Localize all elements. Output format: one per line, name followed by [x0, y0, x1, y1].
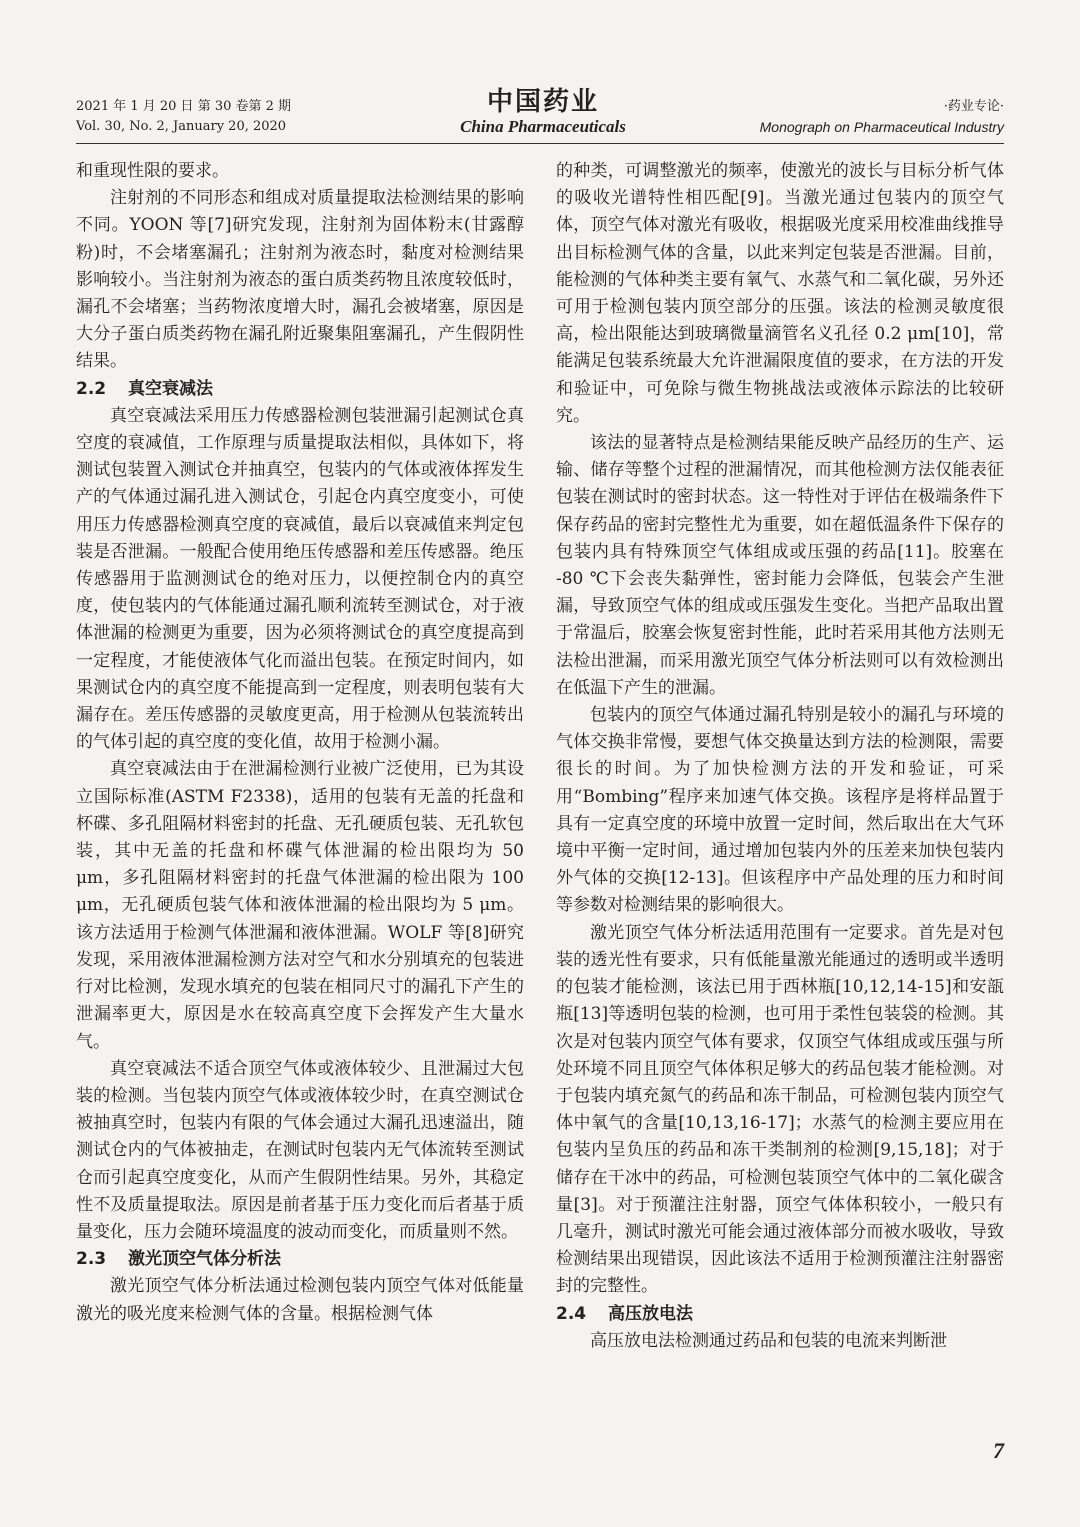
section-heading-2-2: [76, 376, 524, 403]
paragraph: 激光顶空气体分析法适用范围有一定要求。首先是对包装的透光性有要求，只有低能量激光能通过的透明或半透明的包装才能检测，该法已用于西林瓶[10,12,14-15]和安瓿瓶[13]等透明包装的检测，也可用于柔性包装袋的检测。其次是对包装内顶空气体有要求，仅顶空气体组成或压强与所处环境不同且顶空气体体积足够大的药品包装才能检测。对于包装内填充氮气的药品和冻干制品，可检测包装内顶空气体中氧气的含量[10,13,16-17]；水蒸气的检测主要应用在包装内呈负压的药品和冻干类制剂的检测[9,15,18]；对于储存在干冰中的药品，可检测包装顶空气体中的二氧化碳含量[3]。对于预灌注注射器，顶空气体体积较小，一般只有几毫升，测试时激光可能会通过液体部分而被水吸收，导致检测结果出现错误，因此该法不适用于检测预灌注注射器密封的完整性。: [556, 922, 1004, 1297]
paragraph: 的种类，可调整激光的频率，使激光的波长与目标分析气体的吸收光谱特性相匹配[9]。当激光通过包装内的顶空气体，顶空气体对激光有吸收，根据吸光度采用校准曲线推导出目标检测气体的含量，以此来判定包装是否泄漏。目前，能检测的气体种类主要有氧气、水蒸气和二氧化碳，另外还可用于检测包装内顶空部分的压强。该法的检测灵敏度很高，检出限能达到玻璃微量滴管名义孔径 0.2 μm[10]，常能满足包装系统最大允许泄漏限度值的要求，在方法的开发和验证中，可免除与微生物挑战法或液体示踪法的比较研究。: [556, 161, 1004, 426]
section-title: 真空衰减法: [128, 378, 213, 399]
header-rule: [76, 143, 1004, 144]
paragraph: 该法的显著特点是检测结果能反映产品经历的生产、运输、储存等整个过程的泄漏情况，而其他检测方法仅能表征包装在测试时的密封状态。这一特性对于评估在极端条件下保存药品的密封完整性尤为重要，如在超低温条件下保存的包装内具有特殊顶空气体组成或压强的药品[11]。胶塞在 -80 ℃下会丧失黏弹性，密封能力会降低，包装会产生泄漏，导致顶空气体的组成或压强发生变化。当把产品取出置于常温后，胶塞会恢复密封性能，此时若采用其他方法则无法检出泄漏，而采用激光顶空气体分析法则可以有效检测出在低温下产生的泄漏。: [556, 433, 1004, 698]
section-title: 激光顶空气体分析法: [128, 1249, 281, 1270]
section-heading-2-4: [556, 1301, 1004, 1328]
journal-logo: [448, 87, 638, 137]
paragraph: 注射剂的不同形态和组成对质量提取法检测结果的影响不同。YOON 等[7]研究发现，注射剂为固体粉末(甘露醇粉)时，不会堵塞漏孔；注射剂为液态时，黏度对检测结果影响较小。当注射剂为液态的蛋白质类药物且浓度较低时，漏孔不会堵塞；当药物浓度增大时，漏孔会被堵塞，原因是大分子蛋白质类药物在漏孔附近聚集阻塞漏孔，产生假阴性结果。: [76, 188, 524, 372]
section-info: [760, 97, 1004, 137]
issue-date-cn: 2021 年 1 月 20 日 第 30 卷第 2 期: [76, 99, 292, 114]
paragraph: 真空衰减法不适合顶空气体或液体较少、且泄漏过大包装的检测。当包装内顶空气体或液体较少时，在真空测试仓被抽真空时，包装内有限的气体会通过大漏孔迅速溢出，随测试仓内的气体被抽走，在测试时包装内无气体流转至测试仓而引起真空度变化，从而产生假阴性结果。另外，其稳定性不及质量提取法。原因是前者基于压力变化而后者基于质量变化，压力会随环境温度的波动而变化，而质量则不然。: [76, 1058, 524, 1242]
right-column: [556, 158, 1004, 1408]
issue-info: [76, 97, 291, 137]
section-number: 2.2: [76, 378, 107, 399]
section-name-cn: ·药业专论·: [943, 99, 1004, 114]
section-title: 高压放电法: [608, 1303, 693, 1324]
page-header: [76, 87, 1004, 140]
paragraph: 真空衰减法采用压力传感器检测包装泄漏引起测试仓真空度的衰减值，工作原理与质量提取法相似，具体如下，将测试包装置入测试仓并抽真空，包装内的气体或液体挥发生产的气体通过漏孔进入测试仓，引起仓内真空度变小，可使用压力传感器检测真空度的衰减值，最后以衰减值来判定包装是否泄漏。一般配合使用绝压传感器和差压传感器。绝压传感器用于监测测试仓的绝对压力，以便控制仓内的真空度，使包装内的气体能通过漏孔顺利流转至测试仓，对于液体泄漏的检测更为重要，因为必须将测试仓的真空度提高到一定程度，才能使液体气化而溢出包装。在预定时间内，如果测试仓内的真空度不能提高到一定程度，则表明包装有大漏存在。差压传感器的灵敏度更高，用于检测从包装流转出的气体引起的真空度的变化值，故用于检测小漏。: [76, 405, 524, 753]
journal-name-en: China Pharmaceuticals: [460, 117, 626, 136]
issue-date-en: Vol. 30, No. 2, January 20, 2020: [76, 119, 287, 134]
paragraph: 和重现性限的要求。: [76, 161, 229, 181]
section-number: 2.4: [556, 1303, 587, 1324]
left-column: [76, 158, 524, 1408]
section-heading-2-3: [76, 1246, 524, 1273]
paragraph: 激光顶空气体分析法通过检测包装内顶空气体对低能量激光的吸光度来检测气体的含量。根据检测气体: [76, 1276, 524, 1324]
section-name-en: Monograph on Pharmaceutical Industry: [759, 119, 1004, 135]
paragraph: 高压放电法检测通过药品和包装的电流来判断泄: [590, 1330, 947, 1351]
paragraph: 真空衰减法由于在泄漏检测行业被广泛使用，已为其设立国际标准(ASTM F2338)，适用的包装有无盖的托盘和杯碟、多孔阻隔材料密封的托盘、无孔硬质包装、无孔软包装，其中无盖的托盘和杯碟气体泄漏的检出限均为 50 μm，多孔阻隔材料密封的托盘气体泄漏的检出限为 100 μm，无孔硬质包装气体和液体泄漏的检出限均为 5 μm。该方法适用于检测气体泄漏和液体泄漏。WOLF 等[8]研究发现，采用液体泄漏检测方法对空气和水分别填充的包装进行对比检测，发现水填充的包装在相同尺寸的漏孔下产生的泄漏率更大，原因是水在较高真空度下会挥发产生大量水气。: [76, 759, 524, 1052]
section-number: 2.3: [76, 1249, 107, 1270]
journal-name-cn: 中国药业: [486, 87, 599, 117]
paragraph: 包装内的顶空气体通过漏孔特别是较小的漏孔与环境的气体交换非常慢，要想气体交换量达到方法的检测限，需要很长的时间。为了加快检测方法的开发和验证，可采用“Bombing”程序来加速气体交换。该程序是将样品置于具有一定真空度的环境中放置一定时间，然后取出在大气环境中平衡一定时间，通过增加包装内外的压差来加快包装内外气体的交换[12-13]。但该程序中产品处理的压力和时间等参数对检测结果的影响很大。: [556, 705, 1004, 916]
page-number: 7: [993, 1438, 1004, 1463]
